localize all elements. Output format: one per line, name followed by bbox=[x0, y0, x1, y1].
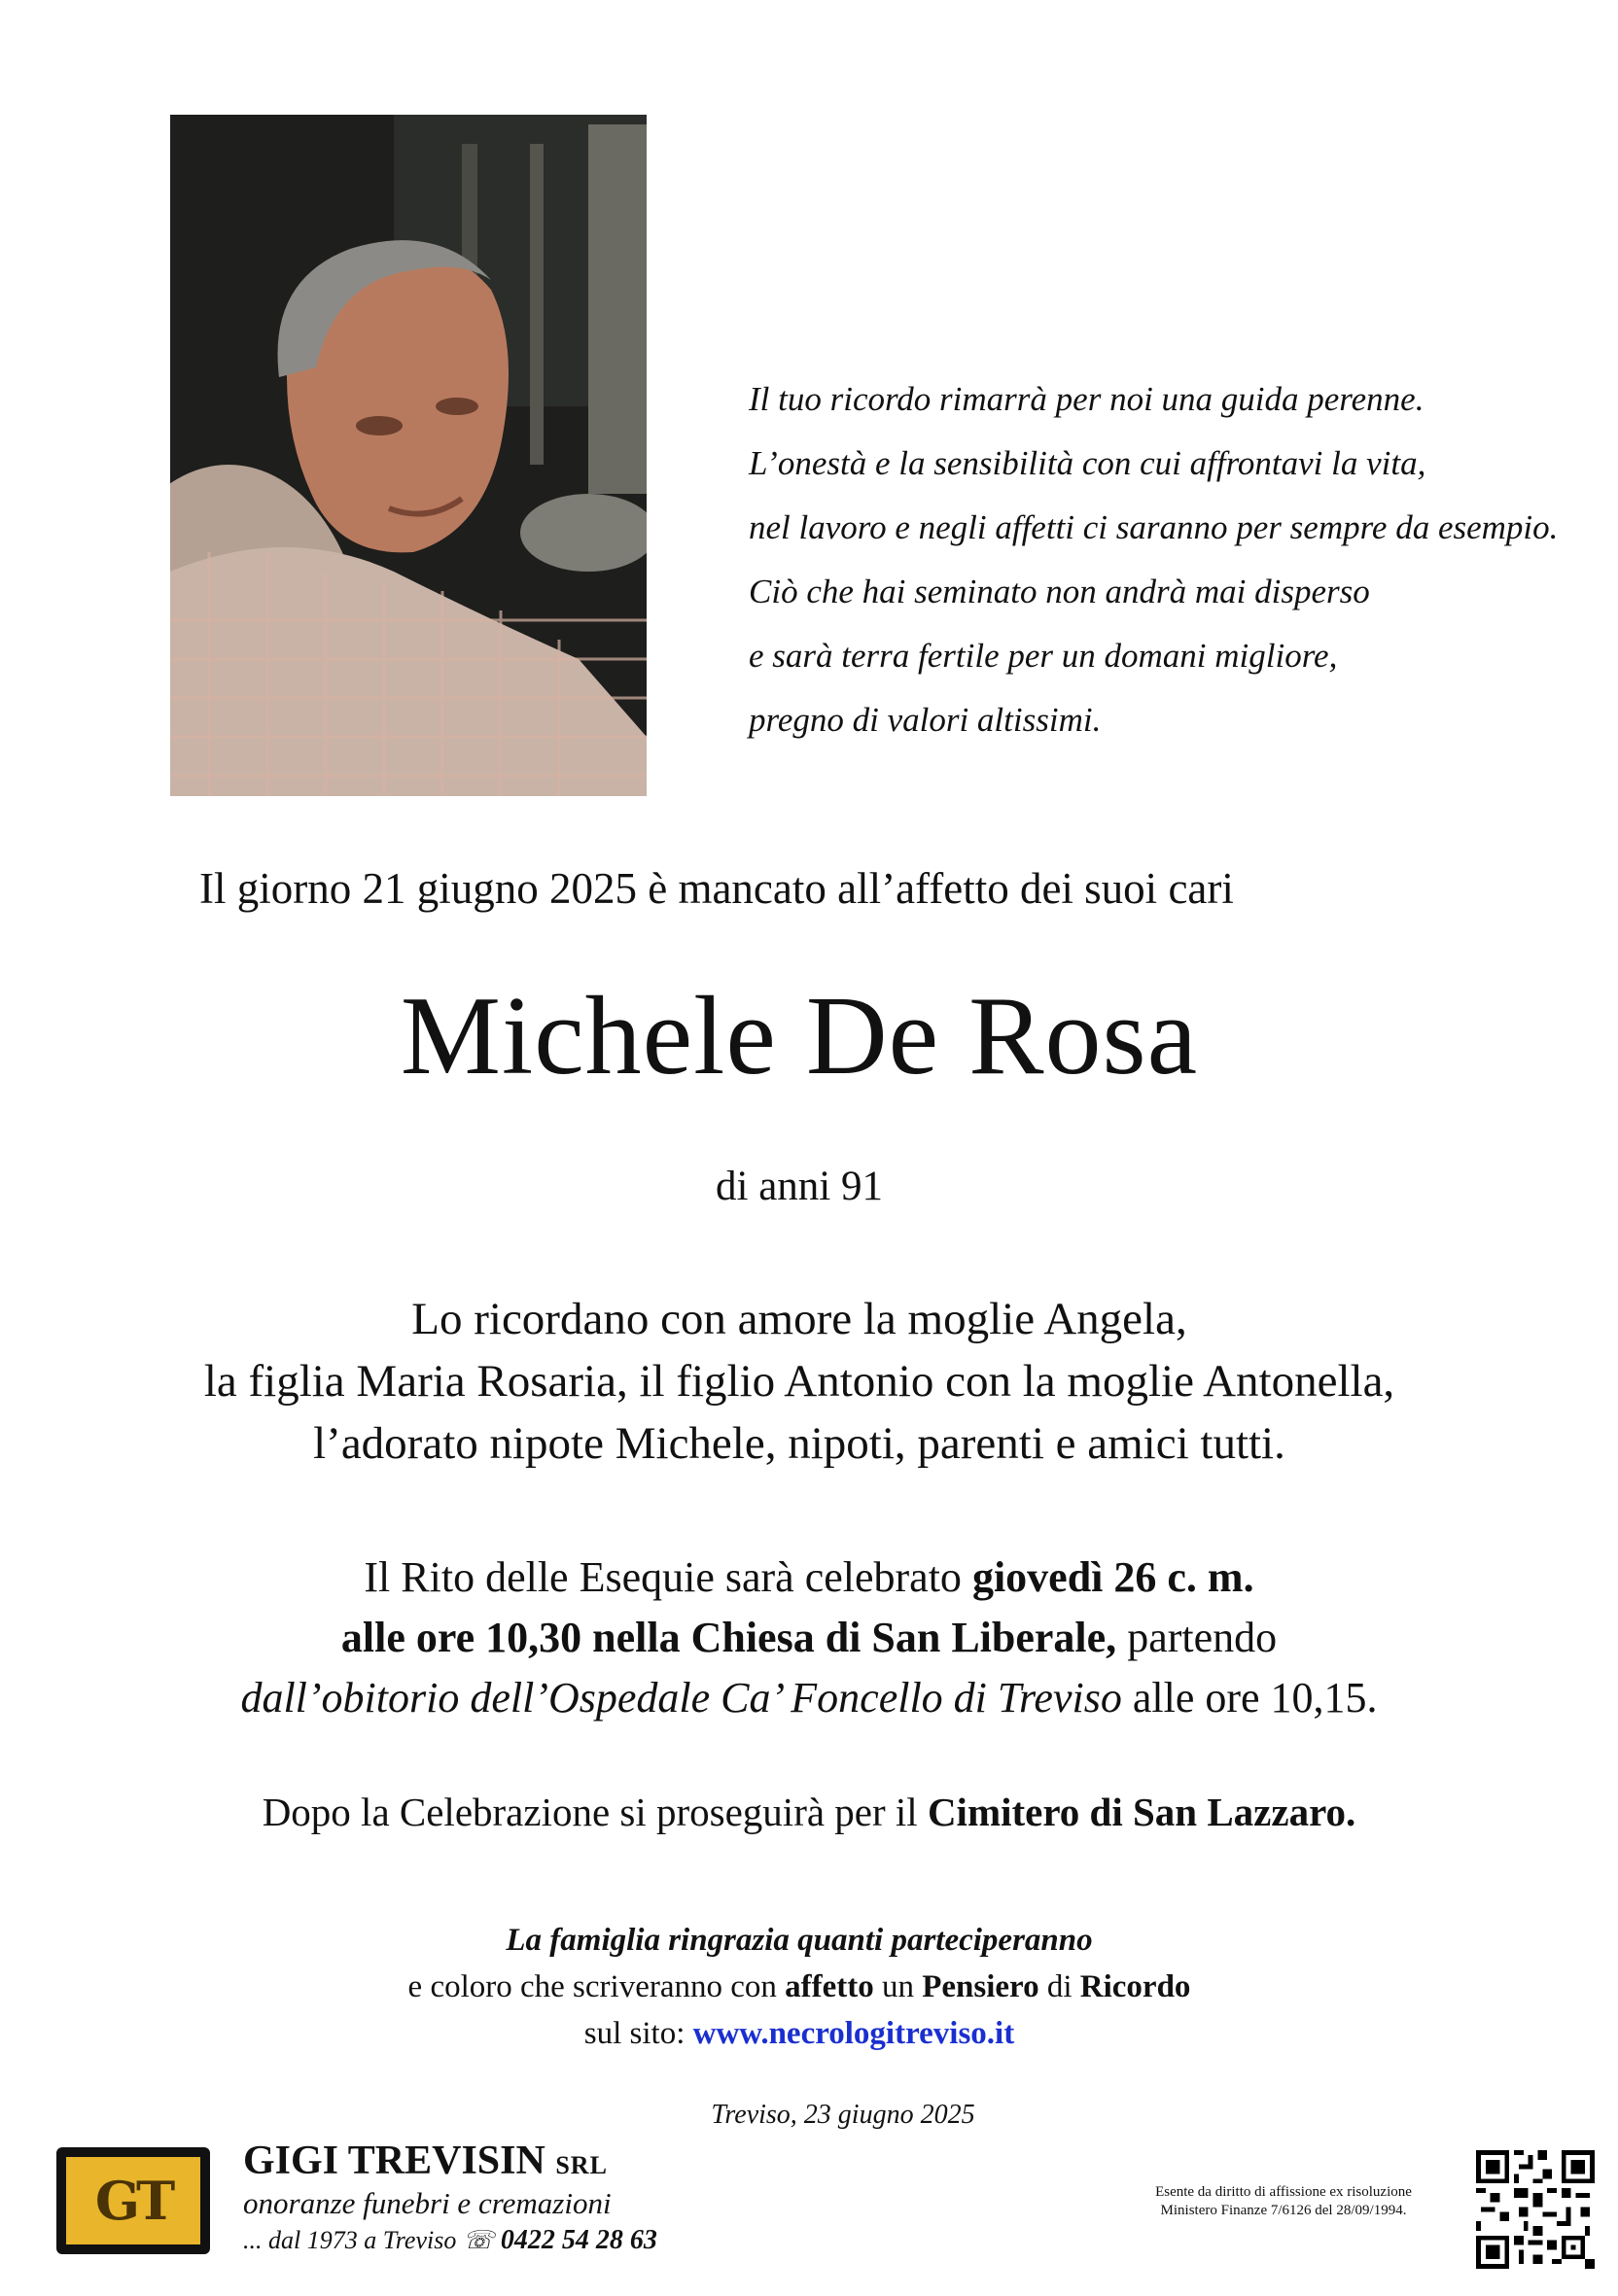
family-line: l’adorato nipote Michele, nipoti, parenti e amici tutti. bbox=[313, 1418, 1285, 1469]
poem-line: Ciò che hai seminato non andrà mai disperso bbox=[749, 573, 1370, 610]
burial-details bbox=[0, 1789, 1618, 1835]
company-name: GIGI TREVISIN bbox=[243, 2139, 545, 2183]
poem-line: pregno di valori altissimi. bbox=[749, 701, 1102, 739]
family-mourners bbox=[0, 1288, 1618, 1475]
company-subtitle: onoranze funebri e cremazioni bbox=[243, 2186, 612, 2220]
thanks-text: e coloro che scriveranno con bbox=[407, 1969, 786, 2004]
cemetery-name: Cimitero di San Lazzaro. bbox=[927, 1790, 1356, 1834]
family-line: la figlia Maria Rosaria, il figlio Antonio con la moglie Antonella, bbox=[203, 1356, 1395, 1407]
deceased-name: Michele De Rosa bbox=[400, 974, 1199, 1098]
phone-icon: ☏ bbox=[462, 2226, 495, 2254]
legal-line: Esente da diritto di affissione ex risoluzione bbox=[1155, 2184, 1412, 2200]
company-since-line bbox=[243, 2225, 657, 2256]
poem-line: Il tuo ricordo rimarrà per noi una guida perenne. bbox=[749, 380, 1425, 418]
family-thanks bbox=[0, 1917, 1618, 2057]
thanks-line-1 bbox=[0, 1917, 1599, 1964]
company-logo bbox=[56, 2147, 210, 2254]
logo-monogram: GT bbox=[66, 2157, 200, 2244]
website-link[interactable]: www.necrologitreviso.it bbox=[692, 2016, 1015, 2051]
company-suffix: SRL bbox=[555, 2151, 608, 2179]
thanks-bold: affetto bbox=[785, 1969, 874, 2004]
memorial-poem bbox=[749, 367, 1585, 752]
family-line: Lo ricordano con amore la moglie Angela, bbox=[411, 1294, 1187, 1344]
company-since: ... dal 1973 a Treviso bbox=[243, 2226, 457, 2254]
rite-text: Il Rito delle Esequie sarà celebrato bbox=[364, 1553, 972, 1601]
legal-line: Ministero Finanze 7/6126 del 28/09/1994. bbox=[1160, 2203, 1407, 2218]
rite-time-place: alle ore 10,30 nella Chiesa di San Liberale, bbox=[340, 1614, 1117, 1661]
deceased-age: di anni 91 bbox=[716, 1164, 883, 1209]
thanks-line-3 bbox=[0, 2010, 1599, 2057]
rite-departure-time: alle ore 10,15. bbox=[1121, 1674, 1378, 1722]
thanks-line-2 bbox=[0, 1964, 1599, 2010]
thanks-bold: Ricordo bbox=[1079, 1969, 1191, 2004]
rite-line-3 bbox=[0, 1668, 1618, 1728]
thanks-bold: Pensiero bbox=[922, 1969, 1039, 2004]
announcement-intro: Il giorno 21 giugno 2025 è mancato all’affetto dei suoi cari bbox=[199, 864, 1234, 913]
rite-text: partendo bbox=[1116, 1614, 1278, 1661]
company-info bbox=[243, 2138, 657, 2256]
company-phone[interactable]: 0422 54 28 63 bbox=[500, 2225, 657, 2255]
thanks-text: sul sito: bbox=[583, 2016, 693, 2051]
poem-line: L’onestà e la sensibilità con cui affrontavi la vita, bbox=[749, 444, 1426, 482]
company-name-line bbox=[243, 2138, 657, 2184]
burial-text: Dopo la Celebrazione si proseguirà per il bbox=[262, 1790, 928, 1834]
thanks-heading: La famiglia ringrazia quanti parteciperanno bbox=[506, 1923, 1093, 1958]
poem-line: nel lavoro e negli affetti ci saranno per sempre da esempio. bbox=[749, 508, 1559, 546]
rite-line-1 bbox=[0, 1548, 1618, 1608]
qr-code-graphic bbox=[1476, 2150, 1595, 2269]
rite-date: giovedì 26 c. m. bbox=[971, 1553, 1254, 1601]
poem-line: e sarà terra fertile per un domani migliore, bbox=[749, 637, 1338, 675]
portrait-photo bbox=[170, 115, 647, 796]
place-date: Treviso, 23 giugno 2025 bbox=[711, 2100, 975, 2130]
qr-code[interactable] bbox=[1476, 2150, 1595, 2269]
rite-departure-place: dall’obitorio dell’Ospedale Ca’ Foncello di Treviso bbox=[240, 1674, 1122, 1722]
funeral-details bbox=[0, 1548, 1618, 1728]
thanks-text: di bbox=[1038, 1969, 1080, 2004]
rite-line-2 bbox=[0, 1608, 1618, 1668]
portrait-illustration bbox=[170, 115, 647, 796]
thanks-text: un bbox=[873, 1969, 923, 2004]
legal-note bbox=[1099, 2183, 1468, 2220]
